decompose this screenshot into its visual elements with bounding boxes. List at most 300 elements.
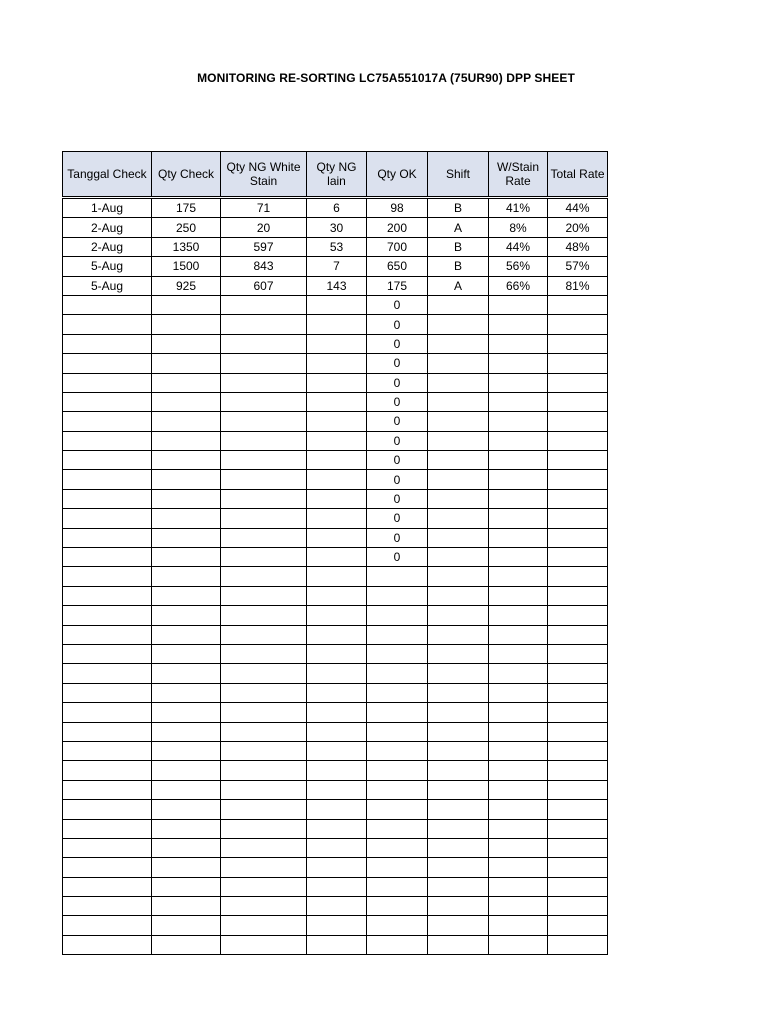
cell-total-rate[interactable] <box>548 392 608 411</box>
cell-tanggal-check[interactable] <box>63 470 152 489</box>
cell-total-rate[interactable] <box>548 800 608 819</box>
cell-qty-ng-white-stain[interactable] <box>221 897 307 916</box>
cell-total-rate[interactable] <box>548 877 608 896</box>
cell-qty-ng-white-stain[interactable] <box>221 509 307 528</box>
cell-qty-ng-white-stain[interactable]: 20 <box>221 218 307 237</box>
cell-total-rate[interactable] <box>548 780 608 799</box>
cell-w-stain-rate[interactable] <box>489 334 548 353</box>
cell-total-rate[interactable] <box>548 373 608 392</box>
cell-shift[interactable] <box>428 722 489 741</box>
cell-qty-ng-lain[interactable] <box>307 548 367 567</box>
cell-qty-check[interactable] <box>152 664 221 683</box>
cell-qty-check[interactable] <box>152 489 221 508</box>
cell-shift[interactable] <box>428 625 489 644</box>
cell-total-rate[interactable] <box>548 722 608 741</box>
cell-total-rate[interactable] <box>548 412 608 431</box>
cell-qty-check[interactable] <box>152 780 221 799</box>
cell-qty-ng-white-stain[interactable] <box>221 295 307 314</box>
cell-total-rate[interactable] <box>548 935 608 954</box>
cell-qty-ok[interactable]: 0 <box>367 509 428 528</box>
cell-total-rate[interactable] <box>548 664 608 683</box>
cell-qty-check[interactable] <box>152 567 221 586</box>
cell-w-stain-rate[interactable] <box>489 897 548 916</box>
cell-qty-ng-white-stain[interactable] <box>221 644 307 663</box>
cell-qty-ok[interactable] <box>367 800 428 819</box>
cell-shift[interactable] <box>428 354 489 373</box>
cell-total-rate[interactable] <box>548 354 608 373</box>
cell-shift[interactable] <box>428 451 489 470</box>
cell-w-stain-rate[interactable] <box>489 586 548 605</box>
cell-shift[interactable] <box>428 683 489 702</box>
cell-tanggal-check[interactable] <box>63 722 152 741</box>
cell-qty-check[interactable] <box>152 548 221 567</box>
cell-shift[interactable]: A <box>428 218 489 237</box>
cell-qty-ng-lain[interactable] <box>307 451 367 470</box>
cell-total-rate[interactable]: 48% <box>548 237 608 256</box>
cell-w-stain-rate[interactable] <box>489 606 548 625</box>
cell-tanggal-check[interactable]: 2-Aug <box>63 237 152 256</box>
cell-total-rate[interactable] <box>548 567 608 586</box>
cell-qty-ng-lain[interactable]: 143 <box>307 276 367 295</box>
cell-qty-ng-white-stain[interactable] <box>221 315 307 334</box>
cell-qty-ok[interactable]: 0 <box>367 548 428 567</box>
cell-w-stain-rate[interactable] <box>489 703 548 722</box>
cell-qty-ng-lain[interactable] <box>307 315 367 334</box>
cell-qty-check[interactable] <box>152 412 221 431</box>
cell-total-rate[interactable] <box>548 451 608 470</box>
cell-tanggal-check[interactable] <box>63 683 152 702</box>
cell-qty-ng-lain[interactable] <box>307 625 367 644</box>
cell-qty-check[interactable] <box>152 722 221 741</box>
cell-qty-check[interactable] <box>152 897 221 916</box>
cell-shift[interactable] <box>428 567 489 586</box>
cell-qty-check[interactable] <box>152 761 221 780</box>
cell-tanggal-check[interactable] <box>63 412 152 431</box>
cell-qty-ok[interactable] <box>367 644 428 663</box>
cell-total-rate[interactable] <box>548 838 608 857</box>
cell-qty-ng-lain[interactable] <box>307 373 367 392</box>
cell-tanggal-check[interactable] <box>63 741 152 760</box>
cell-tanggal-check[interactable] <box>63 509 152 528</box>
cell-qty-ng-white-stain[interactable] <box>221 664 307 683</box>
cell-shift[interactable]: A <box>428 276 489 295</box>
cell-qty-ok[interactable] <box>367 935 428 954</box>
cell-qty-ng-lain[interactable] <box>307 761 367 780</box>
cell-tanggal-check[interactable] <box>63 354 152 373</box>
cell-tanggal-check[interactable] <box>63 315 152 334</box>
cell-total-rate[interactable] <box>548 334 608 353</box>
cell-shift[interactable] <box>428 412 489 431</box>
cell-shift[interactable] <box>428 741 489 760</box>
cell-qty-ng-white-stain[interactable] <box>221 567 307 586</box>
header-total-rate[interactable]: Total Rate <box>548 152 608 198</box>
cell-tanggal-check[interactable] <box>63 586 152 605</box>
cell-total-rate[interactable] <box>548 315 608 334</box>
cell-w-stain-rate[interactable] <box>489 625 548 644</box>
cell-tanggal-check[interactable] <box>63 392 152 411</box>
cell-w-stain-rate[interactable] <box>489 528 548 547</box>
cell-w-stain-rate[interactable] <box>489 741 548 760</box>
cell-qty-ng-lain[interactable]: 53 <box>307 237 367 256</box>
cell-tanggal-check[interactable]: 5-Aug <box>63 276 152 295</box>
cell-qty-check[interactable] <box>152 858 221 877</box>
cell-qty-ng-lain[interactable] <box>307 722 367 741</box>
header-qty-check[interactable]: Qty Check <box>152 152 221 198</box>
cell-qty-ng-lain[interactable] <box>307 780 367 799</box>
header-shift[interactable]: Shift <box>428 152 489 198</box>
cell-qty-ng-lain[interactable] <box>307 664 367 683</box>
cell-shift[interactable] <box>428 606 489 625</box>
cell-total-rate[interactable] <box>548 625 608 644</box>
cell-qty-ng-white-stain[interactable] <box>221 838 307 857</box>
cell-qty-ok[interactable]: 0 <box>367 373 428 392</box>
cell-qty-ok[interactable] <box>367 838 428 857</box>
cell-w-stain-rate[interactable] <box>489 489 548 508</box>
cell-shift[interactable]: B <box>428 257 489 276</box>
cell-tanggal-check[interactable] <box>63 431 152 450</box>
cell-shift[interactable] <box>428 897 489 916</box>
cell-qty-ng-lain[interactable] <box>307 334 367 353</box>
cell-w-stain-rate[interactable]: 56% <box>489 257 548 276</box>
cell-qty-ng-lain[interactable]: 7 <box>307 257 367 276</box>
cell-tanggal-check[interactable] <box>63 897 152 916</box>
cell-qty-check[interactable] <box>152 741 221 760</box>
cell-total-rate[interactable] <box>548 819 608 838</box>
cell-shift[interactable] <box>428 295 489 314</box>
cell-tanggal-check[interactable]: 1-Aug <box>63 198 152 218</box>
cell-w-stain-rate[interactable] <box>489 392 548 411</box>
cell-tanggal-check[interactable]: 2-Aug <box>63 218 152 237</box>
cell-shift[interactable] <box>428 916 489 935</box>
cell-qty-ok[interactable]: 0 <box>367 295 428 314</box>
cell-tanggal-check[interactable] <box>63 800 152 819</box>
cell-tanggal-check[interactable] <box>63 334 152 353</box>
cell-qty-ng-white-stain[interactable] <box>221 916 307 935</box>
cell-qty-ng-lain[interactable] <box>307 703 367 722</box>
cell-tanggal-check[interactable] <box>63 858 152 877</box>
cell-w-stain-rate[interactable] <box>489 315 548 334</box>
cell-shift[interactable] <box>428 780 489 799</box>
cell-total-rate[interactable] <box>548 431 608 450</box>
cell-w-stain-rate[interactable] <box>489 354 548 373</box>
cell-qty-ng-white-stain[interactable] <box>221 722 307 741</box>
cell-qty-ok[interactable]: 0 <box>367 451 428 470</box>
cell-qty-ng-lain[interactable] <box>307 509 367 528</box>
cell-shift[interactable]: B <box>428 198 489 218</box>
cell-qty-ok[interactable]: 98 <box>367 198 428 218</box>
cell-w-stain-rate[interactable] <box>489 916 548 935</box>
cell-qty-ng-lain[interactable] <box>307 528 367 547</box>
cell-qty-ok[interactable] <box>367 780 428 799</box>
cell-qty-ng-white-stain[interactable] <box>221 858 307 877</box>
cell-total-rate[interactable] <box>548 741 608 760</box>
cell-qty-check[interactable] <box>152 509 221 528</box>
cell-tanggal-check[interactable] <box>63 935 152 954</box>
cell-w-stain-rate[interactable] <box>489 935 548 954</box>
cell-shift[interactable] <box>428 703 489 722</box>
cell-qty-check[interactable] <box>152 838 221 857</box>
cell-qty-ng-white-stain[interactable] <box>221 334 307 353</box>
cell-tanggal-check[interactable] <box>63 780 152 799</box>
cell-qty-ng-white-stain[interactable] <box>221 586 307 605</box>
cell-qty-ok[interactable]: 0 <box>367 315 428 334</box>
cell-w-stain-rate[interactable] <box>489 470 548 489</box>
cell-w-stain-rate[interactable] <box>489 877 548 896</box>
cell-tanggal-check[interactable] <box>63 644 152 663</box>
cell-w-stain-rate[interactable]: 66% <box>489 276 548 295</box>
cell-qty-ng-lain[interactable] <box>307 295 367 314</box>
cell-total-rate[interactable]: 81% <box>548 276 608 295</box>
cell-shift[interactable] <box>428 819 489 838</box>
cell-w-stain-rate[interactable] <box>489 800 548 819</box>
cell-shift[interactable] <box>428 431 489 450</box>
cell-qty-check[interactable]: 1350 <box>152 237 221 256</box>
cell-tanggal-check[interactable] <box>63 838 152 857</box>
cell-qty-ng-lain[interactable] <box>307 489 367 508</box>
cell-shift[interactable] <box>428 489 489 508</box>
cell-w-stain-rate[interactable] <box>489 644 548 663</box>
cell-qty-ng-white-stain[interactable] <box>221 412 307 431</box>
cell-total-rate[interactable] <box>548 548 608 567</box>
cell-qty-ng-white-stain[interactable] <box>221 780 307 799</box>
cell-w-stain-rate[interactable] <box>489 761 548 780</box>
cell-qty-ng-lain[interactable] <box>307 354 367 373</box>
cell-qty-ng-white-stain[interactable] <box>221 683 307 702</box>
cell-qty-check[interactable] <box>152 683 221 702</box>
cell-qty-ng-white-stain[interactable] <box>221 354 307 373</box>
cell-shift[interactable] <box>428 373 489 392</box>
cell-qty-ng-lain[interactable] <box>307 606 367 625</box>
cell-qty-ng-white-stain[interactable]: 597 <box>221 237 307 256</box>
cell-shift[interactable] <box>428 548 489 567</box>
cell-qty-check[interactable] <box>152 819 221 838</box>
cell-w-stain-rate[interactable]: 8% <box>489 218 548 237</box>
cell-w-stain-rate[interactable] <box>489 412 548 431</box>
cell-total-rate[interactable] <box>548 586 608 605</box>
cell-qty-ng-white-stain[interactable] <box>221 819 307 838</box>
cell-qty-ok[interactable]: 0 <box>367 431 428 450</box>
cell-shift[interactable] <box>428 935 489 954</box>
cell-qty-check[interactable]: 925 <box>152 276 221 295</box>
cell-w-stain-rate[interactable] <box>489 548 548 567</box>
cell-qty-ok[interactable]: 200 <box>367 218 428 237</box>
cell-qty-check[interactable] <box>152 431 221 450</box>
cell-qty-check[interactable]: 1500 <box>152 257 221 276</box>
header-qty-ng-lain[interactable]: Qty NG lain <box>307 152 367 198</box>
cell-qty-ok[interactable] <box>367 703 428 722</box>
cell-tanggal-check[interactable] <box>63 295 152 314</box>
cell-qty-ng-white-stain[interactable]: 607 <box>221 276 307 295</box>
cell-tanggal-check[interactable] <box>63 489 152 508</box>
cell-total-rate[interactable] <box>548 509 608 528</box>
cell-shift[interactable] <box>428 528 489 547</box>
cell-qty-ng-lain[interactable] <box>307 935 367 954</box>
cell-qty-ok[interactable] <box>367 567 428 586</box>
cell-shift[interactable] <box>428 470 489 489</box>
cell-tanggal-check[interactable] <box>63 606 152 625</box>
header-w-stain-rate[interactable]: W/Stain Rate <box>489 152 548 198</box>
cell-qty-check[interactable] <box>152 373 221 392</box>
cell-tanggal-check[interactable] <box>63 819 152 838</box>
cell-tanggal-check[interactable] <box>63 877 152 896</box>
cell-w-stain-rate[interactable] <box>489 683 548 702</box>
cell-tanggal-check[interactable] <box>63 703 152 722</box>
cell-total-rate[interactable]: 20% <box>548 218 608 237</box>
cell-tanggal-check[interactable]: 5-Aug <box>63 257 152 276</box>
cell-qty-check[interactable] <box>152 625 221 644</box>
header-qty-ok[interactable]: Qty OK <box>367 152 428 198</box>
cell-tanggal-check[interactable] <box>63 451 152 470</box>
cell-total-rate[interactable] <box>548 644 608 663</box>
cell-qty-ok[interactable] <box>367 722 428 741</box>
cell-qty-check[interactable] <box>152 295 221 314</box>
cell-qty-ng-white-stain[interactable] <box>221 392 307 411</box>
cell-qty-ng-lain[interactable] <box>307 800 367 819</box>
cell-qty-ng-lain[interactable]: 30 <box>307 218 367 237</box>
cell-w-stain-rate[interactable] <box>489 295 548 314</box>
cell-qty-ng-lain[interactable] <box>307 877 367 896</box>
cell-qty-check[interactable] <box>152 451 221 470</box>
cell-qty-ok[interactable] <box>367 625 428 644</box>
cell-qty-ok[interactable] <box>367 741 428 760</box>
cell-total-rate[interactable] <box>548 858 608 877</box>
cell-tanggal-check[interactable] <box>63 916 152 935</box>
cell-shift[interactable] <box>428 858 489 877</box>
cell-w-stain-rate[interactable] <box>489 431 548 450</box>
cell-qty-ng-lain[interactable] <box>307 392 367 411</box>
cell-qty-check[interactable] <box>152 916 221 935</box>
cell-qty-check[interactable] <box>152 470 221 489</box>
cell-total-rate[interactable] <box>548 470 608 489</box>
cell-w-stain-rate[interactable] <box>489 819 548 838</box>
cell-qty-ng-lain[interactable] <box>307 897 367 916</box>
cell-qty-ok[interactable]: 0 <box>367 412 428 431</box>
cell-shift[interactable]: B <box>428 237 489 256</box>
cell-qty-ng-white-stain[interactable] <box>221 528 307 547</box>
cell-shift[interactable] <box>428 877 489 896</box>
cell-shift[interactable] <box>428 664 489 683</box>
cell-shift[interactable] <box>428 586 489 605</box>
cell-qty-check[interactable]: 250 <box>152 218 221 237</box>
cell-w-stain-rate[interactable] <box>489 509 548 528</box>
cell-total-rate[interactable] <box>548 606 608 625</box>
cell-qty-ng-white-stain[interactable] <box>221 800 307 819</box>
cell-qty-ng-lain[interactable] <box>307 683 367 702</box>
cell-qty-ng-white-stain[interactable] <box>221 741 307 760</box>
cell-qty-ng-white-stain[interactable] <box>221 373 307 392</box>
cell-qty-check[interactable] <box>152 334 221 353</box>
cell-shift[interactable] <box>428 509 489 528</box>
cell-total-rate[interactable]: 44% <box>548 198 608 218</box>
cell-qty-ok[interactable] <box>367 664 428 683</box>
cell-qty-ng-lain[interactable] <box>307 741 367 760</box>
cell-w-stain-rate[interactable] <box>489 373 548 392</box>
cell-qty-ok[interactable] <box>367 761 428 780</box>
cell-qty-ok[interactable] <box>367 916 428 935</box>
cell-shift[interactable] <box>428 800 489 819</box>
cell-qty-ng-white-stain[interactable]: 71 <box>221 198 307 218</box>
cell-total-rate[interactable] <box>548 916 608 935</box>
cell-qty-ok[interactable] <box>367 606 428 625</box>
cell-qty-check[interactable] <box>152 528 221 547</box>
cell-qty-ok[interactable]: 0 <box>367 334 428 353</box>
cell-qty-ok[interactable] <box>367 877 428 896</box>
cell-qty-ng-lain[interactable] <box>307 644 367 663</box>
cell-tanggal-check[interactable] <box>63 548 152 567</box>
cell-tanggal-check[interactable] <box>63 528 152 547</box>
cell-qty-ng-white-stain[interactable] <box>221 431 307 450</box>
cell-qty-check[interactable] <box>152 877 221 896</box>
cell-qty-check[interactable] <box>152 703 221 722</box>
cell-tanggal-check[interactable] <box>63 625 152 644</box>
cell-qty-ng-white-stain[interactable] <box>221 761 307 780</box>
cell-qty-ok[interactable]: 700 <box>367 237 428 256</box>
cell-qty-ok[interactable]: 0 <box>367 489 428 508</box>
cell-qty-ng-white-stain[interactable] <box>221 625 307 644</box>
cell-w-stain-rate[interactable] <box>489 451 548 470</box>
cell-qty-ng-lain[interactable] <box>307 567 367 586</box>
cell-qty-check[interactable] <box>152 935 221 954</box>
cell-w-stain-rate[interactable]: 44% <box>489 237 548 256</box>
cell-qty-ng-white-stain[interactable] <box>221 877 307 896</box>
cell-qty-check[interactable] <box>152 392 221 411</box>
cell-tanggal-check[interactable] <box>63 567 152 586</box>
cell-qty-ng-white-stain[interactable] <box>221 703 307 722</box>
cell-qty-ng-white-stain[interactable] <box>221 470 307 489</box>
cell-qty-ok[interactable]: 0 <box>367 470 428 489</box>
cell-qty-ok[interactable]: 0 <box>367 392 428 411</box>
cell-qty-ng-white-stain[interactable] <box>221 451 307 470</box>
cell-qty-ng-lain[interactable] <box>307 586 367 605</box>
cell-qty-ng-lain[interactable] <box>307 838 367 857</box>
cell-qty-ng-lain[interactable] <box>307 858 367 877</box>
cell-qty-ok[interactable] <box>367 897 428 916</box>
cell-qty-ng-white-stain[interactable] <box>221 606 307 625</box>
cell-w-stain-rate[interactable] <box>489 858 548 877</box>
cell-w-stain-rate[interactable] <box>489 722 548 741</box>
cell-qty-check[interactable] <box>152 354 221 373</box>
cell-total-rate[interactable]: 57% <box>548 257 608 276</box>
cell-shift[interactable] <box>428 644 489 663</box>
cell-total-rate[interactable] <box>548 683 608 702</box>
header-qty-ng-white-stain[interactable]: Qty NG White Stain <box>221 152 307 198</box>
cell-qty-ng-white-stain[interactable] <box>221 489 307 508</box>
cell-total-rate[interactable] <box>548 703 608 722</box>
cell-qty-ng-lain[interactable] <box>307 819 367 838</box>
cell-qty-check[interactable] <box>152 586 221 605</box>
cell-qty-check[interactable] <box>152 606 221 625</box>
cell-qty-check[interactable]: 175 <box>152 198 221 218</box>
cell-w-stain-rate[interactable]: 41% <box>489 198 548 218</box>
cell-w-stain-rate[interactable] <box>489 838 548 857</box>
cell-qty-ng-lain[interactable]: 6 <box>307 198 367 218</box>
cell-w-stain-rate[interactable] <box>489 664 548 683</box>
cell-total-rate[interactable] <box>548 295 608 314</box>
cell-qty-ng-white-stain[interactable] <box>221 935 307 954</box>
cell-qty-check[interactable] <box>152 644 221 663</box>
cell-total-rate[interactable] <box>548 528 608 547</box>
cell-qty-check[interactable] <box>152 800 221 819</box>
cell-qty-check[interactable] <box>152 315 221 334</box>
cell-total-rate[interactable] <box>548 489 608 508</box>
cell-shift[interactable] <box>428 315 489 334</box>
cell-qty-ok[interactable]: 0 <box>367 354 428 373</box>
cell-qty-ok[interactable]: 175 <box>367 276 428 295</box>
cell-qty-ok[interactable] <box>367 819 428 838</box>
cell-tanggal-check[interactable] <box>63 761 152 780</box>
cell-qty-ok[interactable] <box>367 683 428 702</box>
cell-qty-ok[interactable] <box>367 858 428 877</box>
